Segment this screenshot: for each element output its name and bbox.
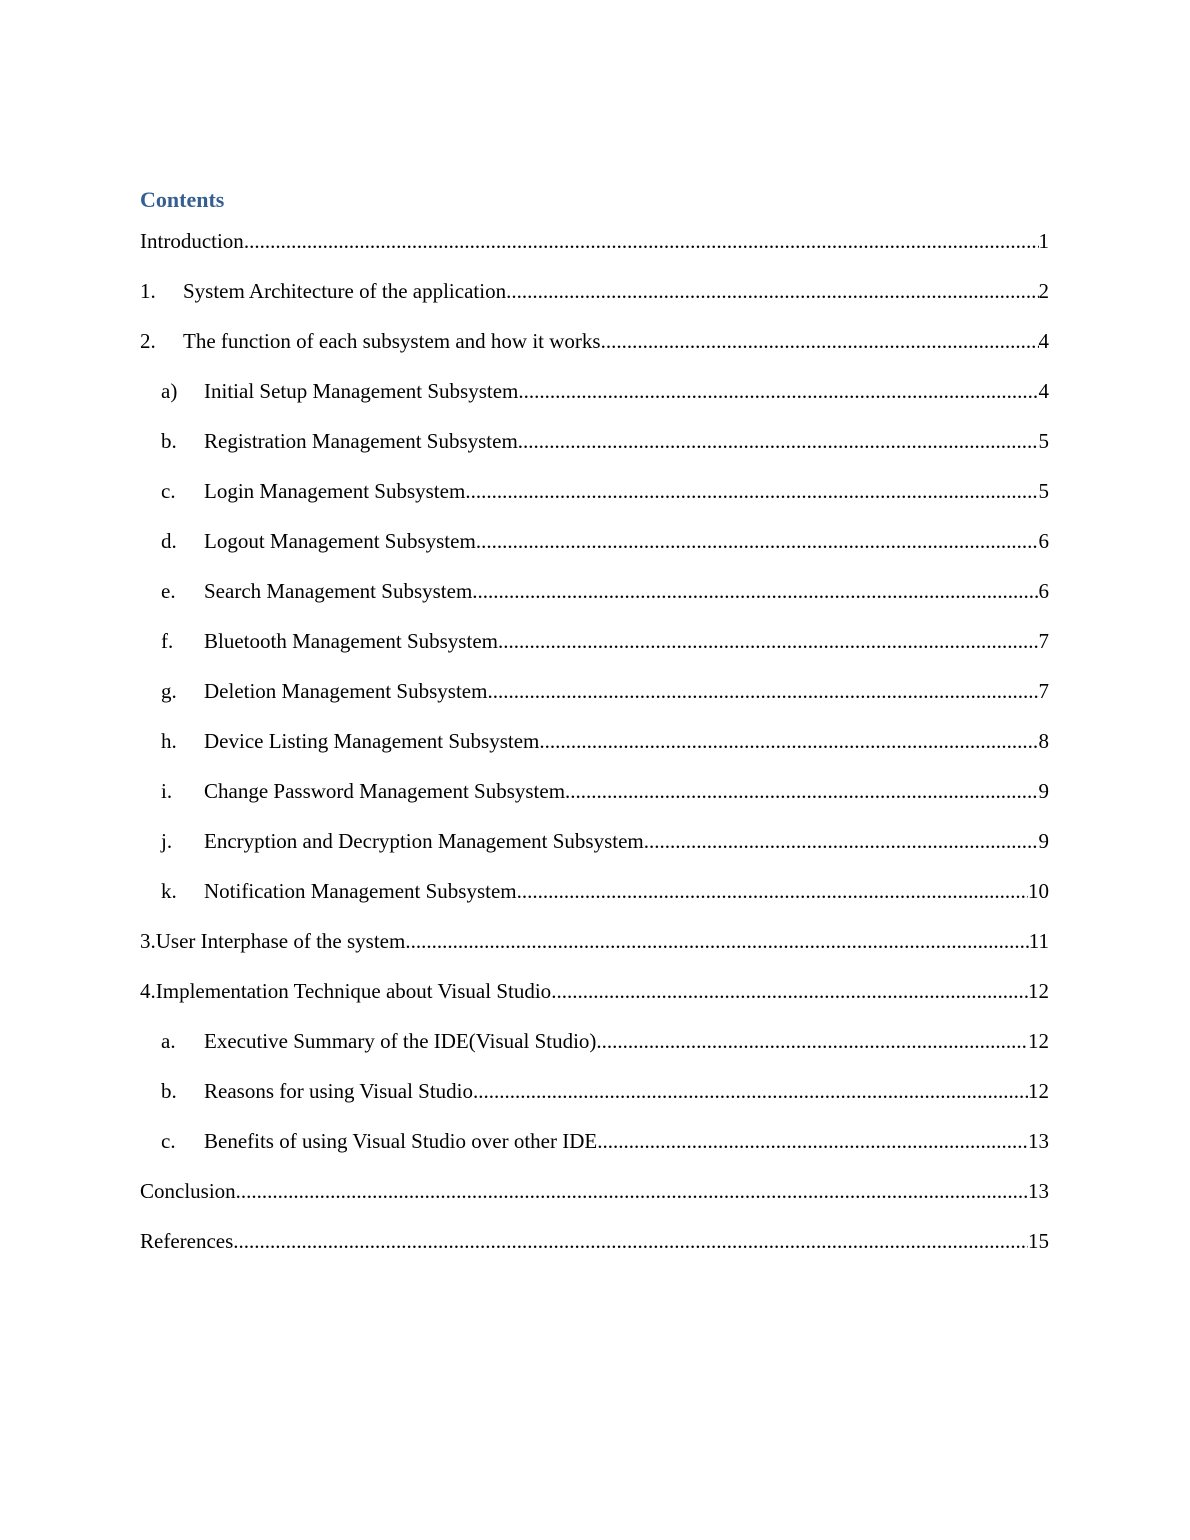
toc-entry-title: The function of each subsystem and how it works bbox=[183, 329, 601, 353]
dot-leader bbox=[405, 926, 1028, 956]
toc-heading: Contents bbox=[140, 187, 225, 212]
dot-leader bbox=[233, 1226, 1028, 1256]
dot-leader bbox=[476, 526, 1039, 556]
toc-entry-page: 2 bbox=[1038, 279, 1049, 303]
toc-entry-notification[interactable] bbox=[140, 876, 1049, 926]
toc-entry-title: Registration Management Subsystem bbox=[204, 429, 518, 453]
dot-leader bbox=[506, 276, 1038, 306]
dot-leader bbox=[498, 626, 1039, 656]
toc-entry-logout[interactable] bbox=[140, 526, 1049, 576]
toc-entry-number: 2. bbox=[140, 329, 156, 353]
toc-entry-page: 12 bbox=[1028, 979, 1049, 1003]
toc-entry-number: j. bbox=[161, 829, 173, 853]
dot-leader bbox=[244, 226, 1039, 256]
toc-entry-page: 12 bbox=[1028, 1079, 1049, 1103]
toc-entry-page: 6 bbox=[1038, 529, 1049, 553]
toc-entry-system-architecture[interactable] bbox=[140, 276, 1049, 326]
toc-entry-benefits[interactable] bbox=[140, 1126, 1049, 1176]
dot-leader bbox=[472, 576, 1038, 606]
toc-entry-page: 15 bbox=[1028, 1229, 1049, 1253]
toc-entry-number: 1. bbox=[140, 279, 156, 303]
toc-entry-title: Search Management Subsystem bbox=[204, 579, 473, 603]
toc-entry-page: 6 bbox=[1038, 579, 1049, 603]
toc-entry-change-password[interactable] bbox=[140, 776, 1049, 826]
toc-entry-number: d. bbox=[161, 529, 177, 553]
toc-entry-executive-summary[interactable] bbox=[140, 1026, 1049, 1076]
toc-entry-user-interphase[interactable] bbox=[140, 926, 1049, 976]
dot-leader bbox=[551, 976, 1028, 1006]
toc-entry-title: Reasons for using Visual Studio bbox=[204, 1079, 474, 1103]
toc-entry-subsystem-functions[interactable] bbox=[140, 326, 1049, 376]
toc-entry-title: Implementation Technique about Visual Studio bbox=[155, 979, 552, 1003]
dot-leader bbox=[597, 1126, 1028, 1156]
toc-entry-page: 9 bbox=[1038, 829, 1049, 853]
dot-leader bbox=[539, 726, 1038, 756]
toc-entry-number: k. bbox=[161, 879, 177, 903]
toc-entry-title: Change Password Management Subsystem bbox=[204, 779, 566, 803]
toc-entry-title: Notification Management Subsystem bbox=[204, 879, 517, 903]
toc-entry-deletion[interactable] bbox=[140, 676, 1049, 726]
toc-entry-page: 4 bbox=[1038, 329, 1049, 353]
toc-entry-page: 4 bbox=[1038, 379, 1049, 403]
toc-entry-reasons[interactable] bbox=[140, 1076, 1049, 1126]
toc-entry-title: References bbox=[140, 1229, 234, 1253]
toc-entry-number: e. bbox=[161, 579, 176, 603]
dot-leader bbox=[565, 776, 1038, 806]
toc-entry-page: 9 bbox=[1038, 779, 1049, 803]
toc-entry-title: Initial Setup Management Subsystem bbox=[204, 379, 519, 403]
toc-entry-number: c. bbox=[161, 479, 176, 503]
toc-entry-introduction[interactable] bbox=[140, 226, 1049, 276]
toc-entry-number: a) bbox=[161, 379, 178, 403]
toc-entry-number: 3. bbox=[140, 929, 156, 953]
toc-entry-page: 5 bbox=[1038, 429, 1049, 453]
toc-entry-encryption[interactable] bbox=[140, 826, 1049, 876]
toc-entry-registration[interactable] bbox=[140, 426, 1049, 476]
toc-entry-title: Deletion Management Subsystem bbox=[204, 679, 488, 703]
toc-entry-page: 10 bbox=[1028, 879, 1049, 903]
toc-entry-title: Benefits of using Visual Studio over other IDE bbox=[204, 1129, 598, 1153]
toc-entry-title: Login Management Subsystem bbox=[204, 479, 466, 503]
toc-entry-page: 12 bbox=[1028, 1029, 1049, 1053]
toc-entry-title: Bluetooth Management Subsystem bbox=[204, 629, 498, 653]
toc-entry-implementation[interactable] bbox=[140, 976, 1049, 1026]
dot-leader bbox=[487, 676, 1038, 706]
toc-entry-number: a. bbox=[161, 1029, 176, 1053]
dot-leader bbox=[473, 1076, 1028, 1106]
toc-entry-number: f. bbox=[161, 629, 174, 653]
toc-entry-bluetooth[interactable] bbox=[140, 626, 1049, 676]
table-of-contents bbox=[140, 226, 1049, 1276]
toc-entry-number: c. bbox=[161, 1129, 176, 1153]
toc-entry-number: 4. bbox=[140, 979, 156, 1003]
toc-entry-number: g. bbox=[161, 679, 177, 703]
toc-entry-search[interactable] bbox=[140, 576, 1049, 626]
dot-leader bbox=[518, 376, 1038, 406]
toc-entry-initial-setup[interactable] bbox=[140, 376, 1049, 426]
toc-entry-title: Executive Summary of the IDE(Visual Studio) bbox=[204, 1029, 597, 1053]
dot-leader bbox=[518, 426, 1039, 456]
toc-entry-page: 7 bbox=[1038, 679, 1049, 703]
toc-entry-number: h. bbox=[161, 729, 177, 753]
toc-entry-number: i. bbox=[161, 779, 173, 803]
toc-entry-title: Encryption and Decryption Management Subsystem bbox=[204, 829, 644, 853]
dot-leader bbox=[465, 476, 1038, 506]
toc-entry-title: Conclusion bbox=[140, 1179, 236, 1203]
toc-entry-page: 1 bbox=[1038, 229, 1049, 253]
toc-entry-title: System Architecture of the application bbox=[183, 279, 507, 303]
toc-entry-title: Logout Management Subsystem bbox=[204, 529, 476, 553]
toc-entry-page: 11 bbox=[1028, 929, 1049, 953]
toc-entry-device-listing[interactable] bbox=[140, 726, 1049, 776]
dot-leader bbox=[517, 876, 1028, 906]
dot-leader bbox=[601, 326, 1039, 356]
toc-entry-page: 8 bbox=[1038, 729, 1049, 753]
toc-entry-references[interactable] bbox=[140, 1226, 1049, 1276]
dot-leader bbox=[644, 826, 1039, 856]
dot-leader bbox=[596, 1026, 1028, 1056]
toc-entry-number: b. bbox=[161, 429, 177, 453]
toc-entry-number: b. bbox=[161, 1079, 177, 1103]
toc-entry-title: Introduction bbox=[140, 229, 244, 253]
dot-leader bbox=[236, 1176, 1028, 1206]
toc-entry-page: 13 bbox=[1028, 1129, 1049, 1153]
toc-entry-conclusion[interactable] bbox=[140, 1176, 1049, 1226]
toc-entry-title: Device Listing Management Subsystem bbox=[204, 729, 540, 753]
toc-entry-page: 5 bbox=[1038, 479, 1049, 503]
toc-entry-page: 7 bbox=[1038, 629, 1049, 653]
toc-entry-title: User Interphase of the system bbox=[155, 929, 406, 953]
toc-entry-login[interactable] bbox=[140, 476, 1049, 526]
toc-entry-page: 13 bbox=[1028, 1179, 1049, 1203]
